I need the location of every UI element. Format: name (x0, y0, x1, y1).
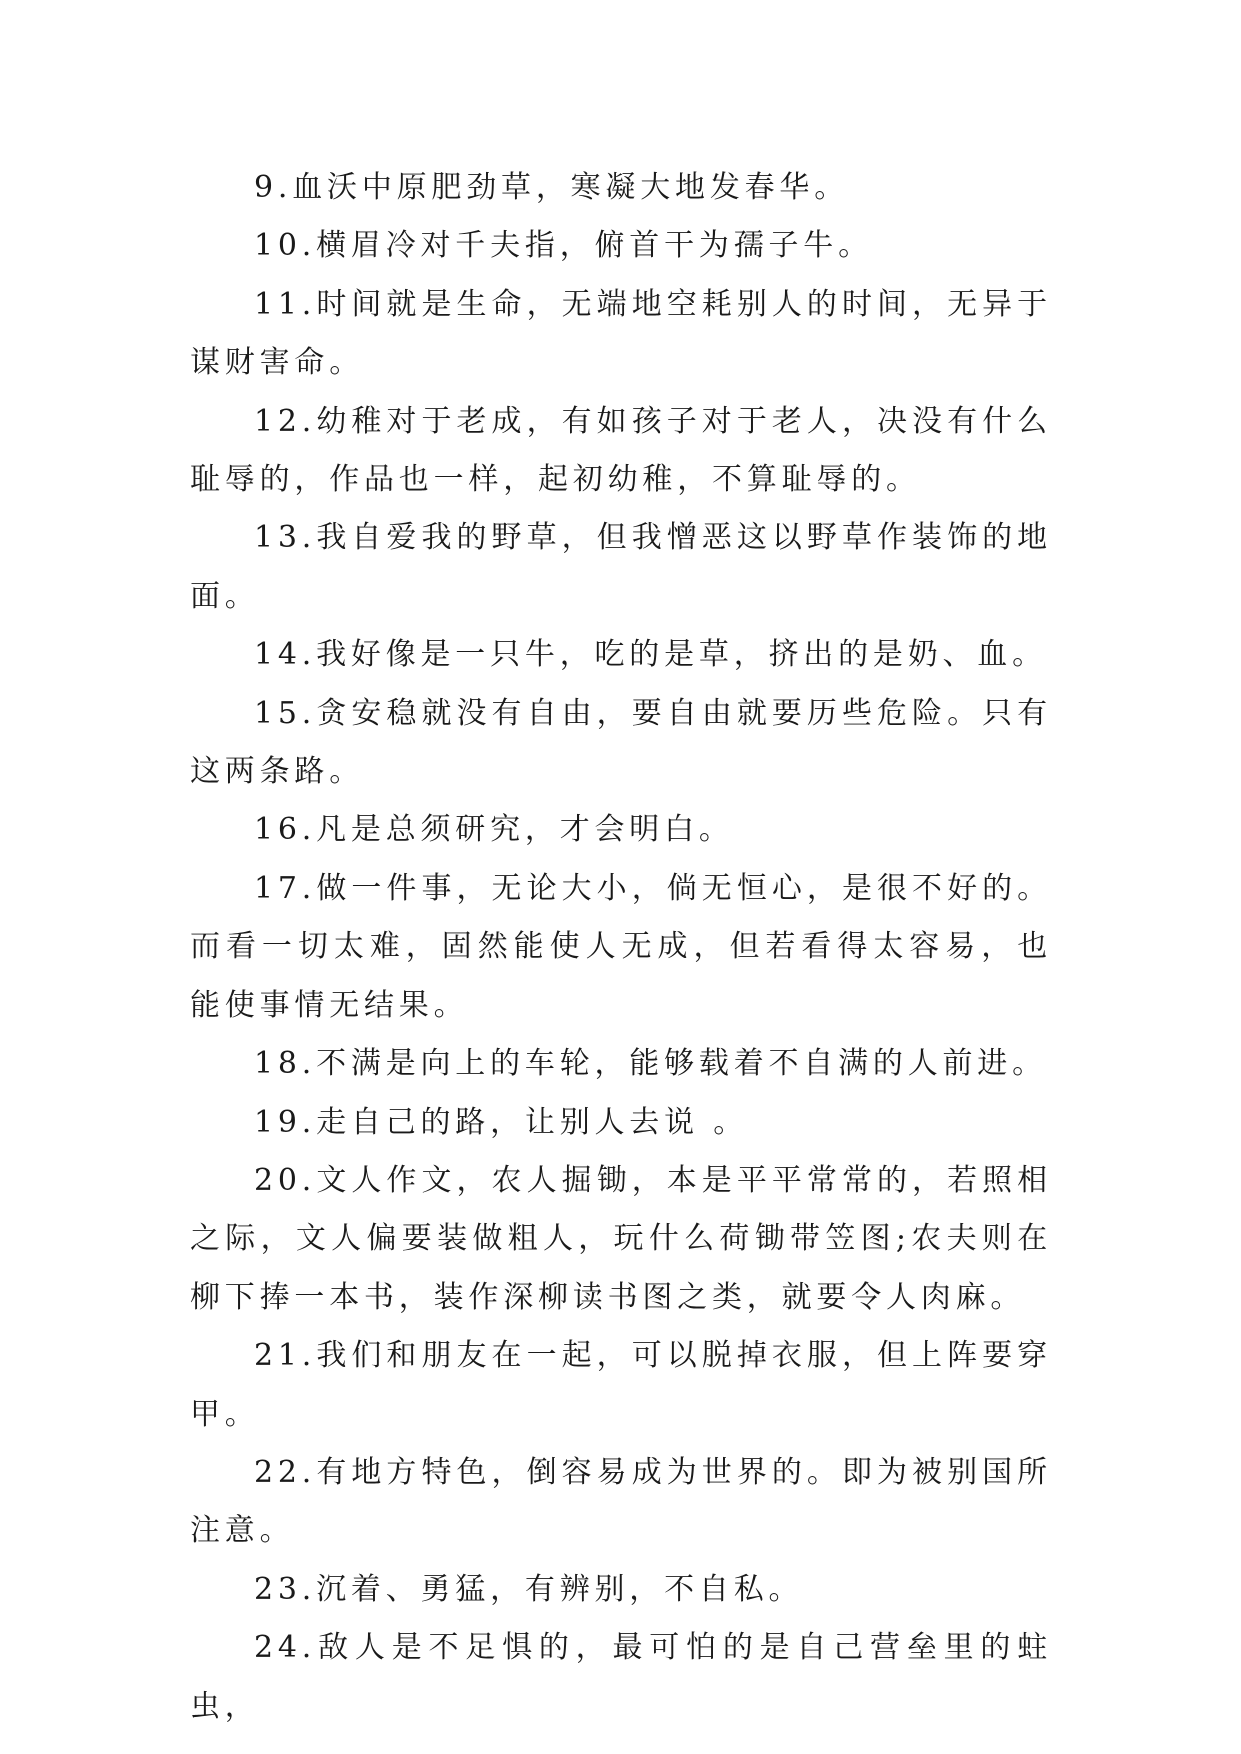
paragraph-quote-14: 14.我好像是一只牛，吃的是草，挤出的是奶、血。 (254, 637, 1047, 673)
paragraph-quote-24: 24.敌人是不足惧的，最可怕的是自己营垒里的蛀虫， (190, 1630, 1052, 1724)
paragraph-quote-21: 21.我们和朋友在一起，可以脱掉衣服，但上阵要穿甲。 (190, 1338, 1052, 1432)
paragraph-quote-23: 23.沉着、勇猛，有辨别，不自私。 (254, 1571, 804, 1607)
paragraph-quote-11: 11.时间就是生命，无端地空耗别人的时间，无异于谋财害命。 (190, 286, 1052, 381)
paragraph-quote-12: 12.幼稚对于老成，有如孩子对于老人，决没有什么耻辱的，作品也一样，起初幼稚，不算耻辱的。 (190, 403, 1052, 498)
paragraph-quote-18: 18.不满是向上的车轮，能够载着不自满的人前进。 (254, 1046, 1047, 1082)
paragraph-quote-22: 22.有地方特色，倒容易成为世界的。即为被别国所注意。 (190, 1454, 1052, 1549)
paragraph-quote-16: 16.凡是总须研究，才会明白。 (254, 812, 734, 848)
paragraph-quote-20: 20.文人作文，农人掘锄，本是平平常常的，若照相之际，文人偏要装做粗人，玩什么荷锄带笠图;农夫则在柳下捧一本书，装作深柳读书图之类，就要令人肉麻。 (190, 1162, 1052, 1315)
paragraph-quote-10: 10.横眉冷对千夫指，俯首干为孺子牛。 (254, 228, 873, 264)
paragraph-quote-9: 9.血沃中原肥劲草，寒凝大地发春华。 (254, 170, 850, 205)
paragraph-quote-19: 19.走自己的路，让别人去说 。 (254, 1104, 749, 1140)
document-body (190, 159, 1052, 1736)
paragraph-quote-17: 17.做一件事，无论大小，倘无恒心，是很不好的。而看一切太难，固然能使人无成，但若看得太容易，也能使事情无结果。 (190, 870, 1052, 1023)
paragraph-quote-13: 13.我自爱我的野草，但我憎恶这以野草作装饰的地面。 (190, 520, 1052, 614)
paragraph-quote-15: 15.贪安稳就没有自由，要自由就要历些危险。只有这两条路。 (190, 695, 1052, 790)
